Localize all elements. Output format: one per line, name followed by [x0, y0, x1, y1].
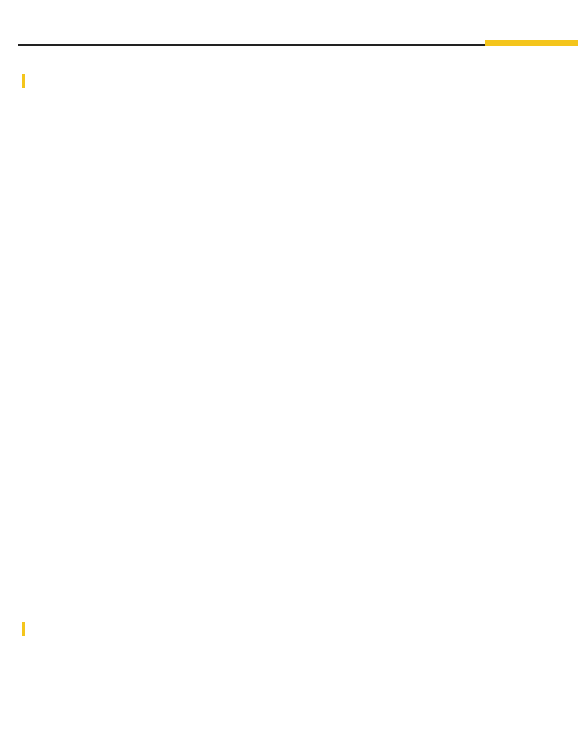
header-accent-bar	[485, 40, 578, 46]
page-header	[0, 0, 578, 48]
section-title-bauteile	[22, 74, 32, 89]
header-rule	[18, 44, 485, 46]
section-title-zusaetze	[22, 622, 32, 637]
section-accent-bar	[22, 622, 25, 636]
section-accent-bar	[22, 74, 25, 88]
